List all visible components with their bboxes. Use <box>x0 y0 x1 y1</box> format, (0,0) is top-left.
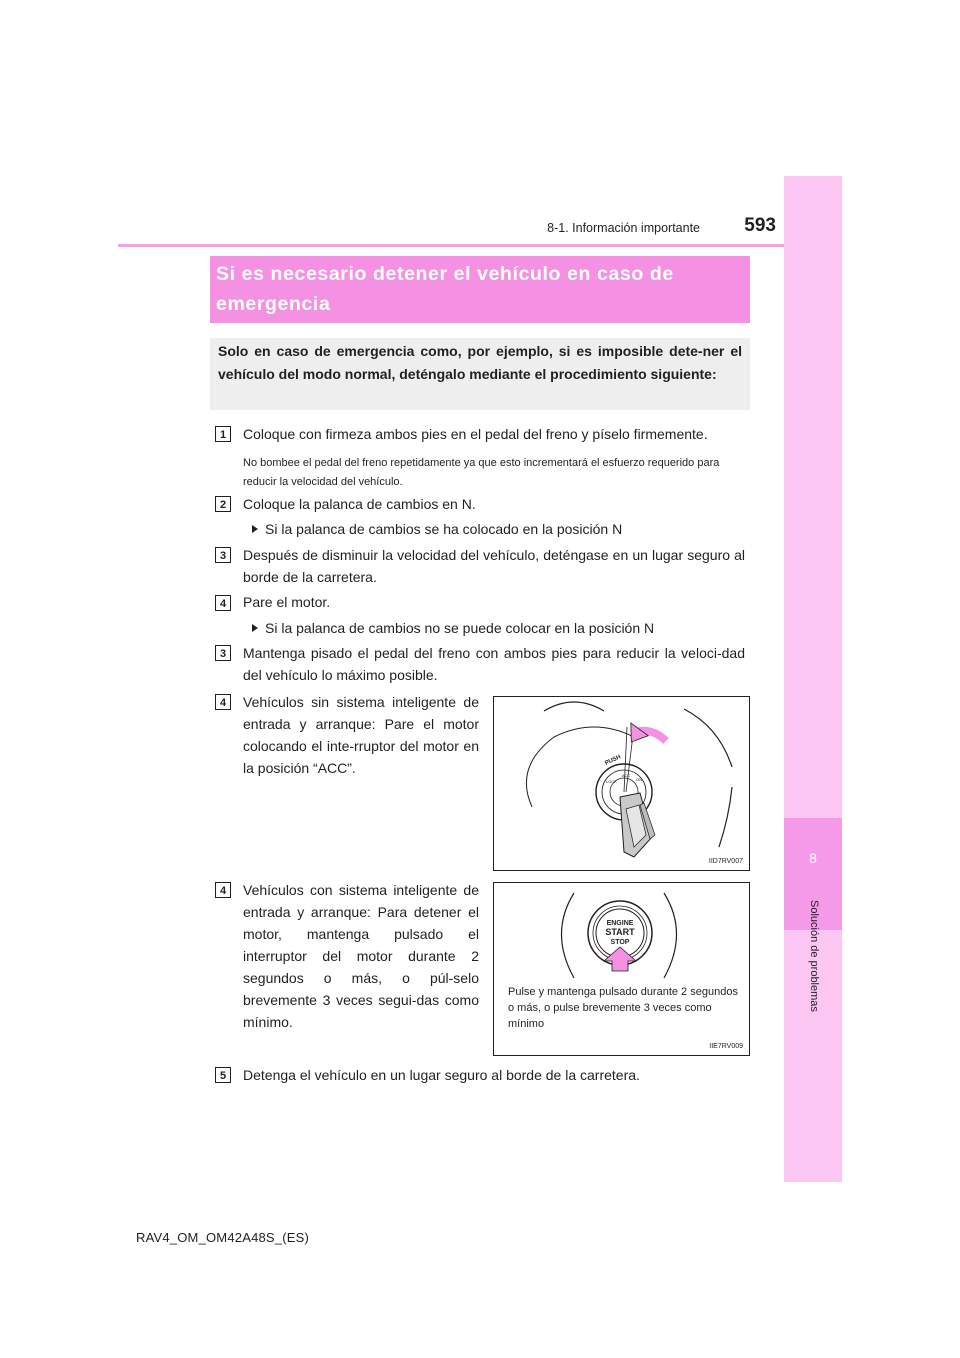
condition-bullet <box>252 518 745 540</box>
step-text: Vehículos con sistema inteligente de entrada y arranque: Para detener el motor, mantenga pulsado el interruptor del motor durante 2 segundos o más, o púl-selo brevemente 3 veces segui-das como mínimo. <box>243 882 479 1030</box>
step-text: Mantenga pisado el pedal del freno con ambos pies para reducir la veloci-dad del vehículo lo máximo posible. <box>243 645 745 683</box>
footer-doc-code: RAV4_OM_OM42A48S_(ES) <box>136 1230 310 1245</box>
condition-bullet <box>252 617 745 639</box>
page-title: Si es necesario detener el vehículo en caso de emergencia <box>216 263 674 315</box>
step-text: Después de disminuir la velocidad del vehículo, deténgase en un lugar seguro al borde de la carretera. <box>243 547 745 585</box>
figure-caption: Pulse y mantenga pulsado durante 2 segundos o más, o pulse brevemente 3 veces como mínimo <box>508 986 738 1030</box>
step-number: 1 <box>215 426 231 442</box>
ignition-key-figure <box>493 696 750 871</box>
chapter-side-tab <box>784 176 842 1182</box>
condition-text: Si la palanca de cambios no se puede colocar en la posición N <box>265 620 655 636</box>
triangle-bullet-icon <box>252 525 258 533</box>
lock-label: LOCK <box>606 779 617 784</box>
step-text: Coloque la palanca de cambios en N. <box>243 496 476 512</box>
step-number: 5 <box>215 1067 231 1083</box>
step-number: 3 <box>215 547 231 563</box>
triangle-bullet-icon <box>252 624 258 632</box>
button-line-engine: ENGINE <box>606 920 634 927</box>
push-label: PUSH <box>604 754 622 767</box>
step-number: 4 <box>215 595 231 611</box>
figure-code: IIE7RV009 <box>709 1043 743 1050</box>
button-line-start: START <box>605 927 635 937</box>
step-text: Pare el motor. <box>243 594 331 610</box>
condition-text: Si la palanca de cambios se ha colocado en la posición N <box>265 521 623 537</box>
step-text: Coloque con firmeza ambos pies en el pedal del freno y píselo firmemente. <box>243 426 708 442</box>
ignition-key-illustration <box>494 697 749 870</box>
figure-code: IID7RV007 <box>708 858 743 865</box>
chapter-title: Solución de problemas <box>808 900 820 1012</box>
header-rule <box>118 244 784 247</box>
chapter-number: 8 <box>809 850 817 866</box>
page-number: 593 <box>744 215 776 236</box>
on-label: ON <box>636 777 642 782</box>
step-number: 2 <box>215 496 231 512</box>
intro-text: Solo en caso de emergencia como, por ejemplo, si es imposible dete-ner el vehículo del modo normal, deténgalo mediante el procedimiento siguiente: <box>218 343 742 382</box>
section-label: 8-1. Información importante <box>547 221 700 235</box>
acc-label: ACC <box>622 773 631 778</box>
step-text: Vehículos sin sistema inteligente de entrada y arranque: Pare el motor colocando el inte-rruptor del motor en la posición “ACC”. <box>243 694 479 776</box>
step-number: 4 <box>215 882 231 898</box>
step-number: 4 <box>215 694 231 710</box>
step-note: No bombee el pedal del freno repetidamente ya que esto incrementará el esfuerzo requerido para reducir la velocidad del vehículo. <box>243 457 720 488</box>
step-text: Detenga el vehículo en un lugar seguro al borde de la carretera. <box>243 1067 640 1083</box>
button-line-stop: STOP <box>610 939 630 946</box>
step-number: 3 <box>215 645 231 661</box>
